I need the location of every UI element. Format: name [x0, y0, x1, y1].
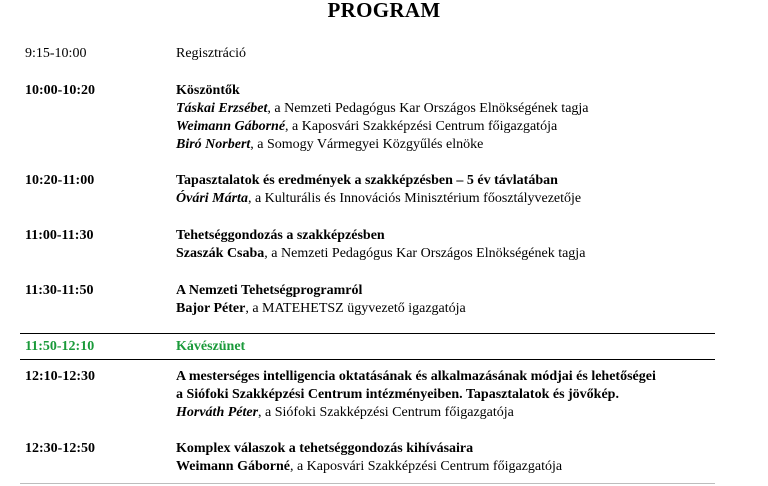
session-title: A mesterséges intelligencia oktatásának és alkalmazásának módjai és lehetőségei — [176, 369, 656, 384]
speaker-line — [176, 118, 756, 136]
session-title: Kávészünet — [176, 339, 246, 354]
speaker-line — [176, 404, 756, 422]
page-title: PROGRAM — [327, 0, 441, 22]
session-content — [176, 338, 756, 356]
divider-bottom — [20, 359, 715, 360]
session-title: Tehetséggondozás a szakképzésben — [176, 228, 385, 243]
time-slot: 11:00-11:30 — [25, 228, 94, 243]
time-slot: 9:15-10:00 — [25, 46, 87, 61]
speaker-name: Óvári Márta — [176, 191, 248, 206]
time-slot: 12:30-12:50 — [25, 441, 95, 456]
speaker-line — [176, 136, 756, 154]
session-content — [176, 282, 756, 318]
speaker-role: , a Nemzeti Pedagógus Kar Országos Elnökségének tagja — [267, 101, 589, 116]
speaker-line — [176, 245, 756, 263]
session-title: Komplex válaszok a tehetséggondozás kihívásaira — [176, 441, 474, 456]
session-title: Köszöntők — [176, 83, 240, 98]
divider-top — [20, 333, 715, 334]
speaker-line — [176, 300, 756, 318]
time-slot: 10:20-11:00 — [25, 173, 95, 188]
time-slot: 11:30-11:50 — [25, 283, 94, 298]
session-content — [176, 45, 756, 63]
session-title: A Nemzeti Tehetségprogramról — [176, 283, 363, 298]
speaker-name: Biró Norbert — [176, 137, 251, 152]
speaker-name: Szaszák Csaba — [176, 246, 265, 261]
speaker-role: , a MATEHETSZ ügyvezető igazgatója — [245, 301, 466, 316]
speaker-name: Bajor Péter — [176, 301, 246, 316]
speaker-role: , a Siófoki Szakképzési Centrum főigazgatója — [258, 405, 514, 420]
time-slot: 12:10-12:30 — [25, 369, 95, 384]
speaker-name: Táskai Erzsébet — [176, 101, 268, 116]
speaker-role: , a Kaposvári Szakképzési Centrum főigazgatója — [285, 119, 558, 134]
session-content — [176, 440, 756, 476]
speaker-name: Weimann Gáborné — [176, 459, 290, 474]
speaker-name: Weimann Gáborné — [176, 119, 286, 134]
session-title: Tapasztalatok és eredmények a szakképzésben – 5 év távlatában — [176, 173, 558, 188]
time-slot: 11:50-12:10 — [25, 339, 95, 354]
speaker-role: , a Nemzeti Pedagógus Kar Országos Elnökségének tagja — [264, 246, 586, 261]
speaker-role: , a Kulturális és Innovációs Minisztérium főosztályvezetője — [247, 191, 582, 206]
speaker-line — [176, 100, 756, 118]
time-slot: 10:00-10:20 — [25, 83, 95, 98]
session-content — [176, 368, 756, 422]
speaker-line — [176, 458, 756, 476]
session-content — [176, 82, 756, 154]
speaker-name: Horváth Péter — [176, 405, 259, 420]
session-text: Regisztráció — [176, 46, 246, 61]
session-content — [176, 227, 756, 263]
page-bottom-border — [20, 483, 715, 484]
session-title-continued: a Siófoki Szakképzési Centrum intézményeiben. Tapasztalatok és jövőkép. — [176, 387, 619, 402]
speaker-role: , a Kaposvári Szakképzési Centrum főigazgatója — [289, 459, 563, 474]
session-content — [176, 172, 756, 208]
speaker-line — [176, 190, 756, 208]
speaker-role: , a Somogy Vármegyei Közgyűlés elnöke — [250, 137, 484, 152]
